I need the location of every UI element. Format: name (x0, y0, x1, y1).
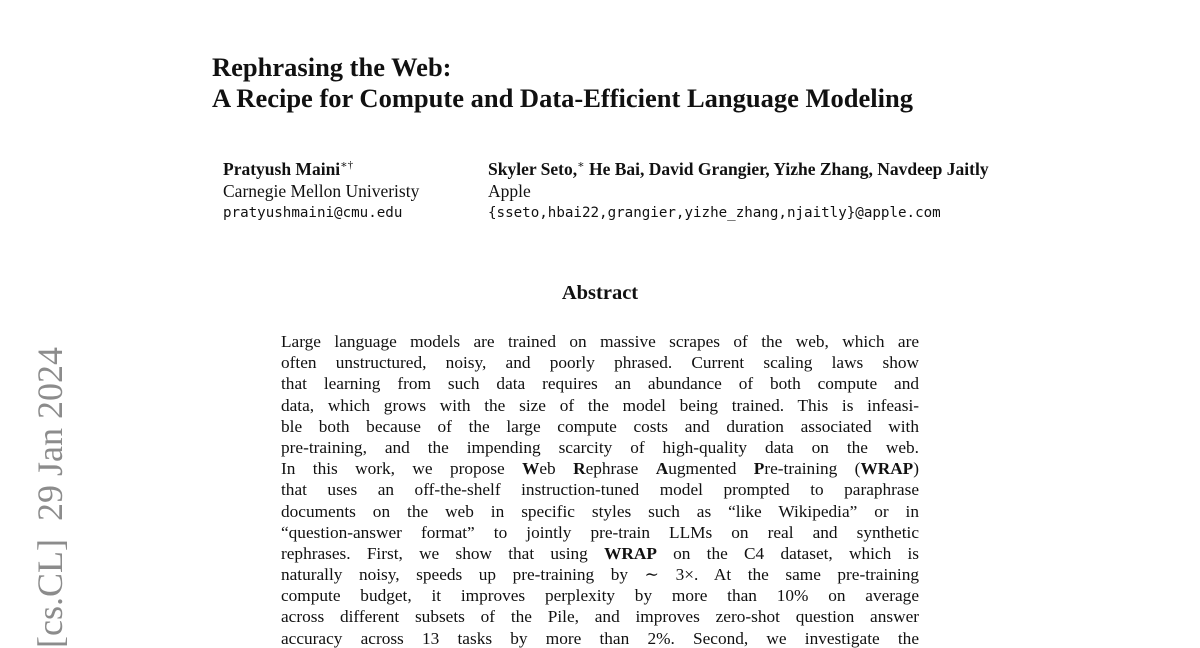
paper-title-line-1: Rephrasing the Web: (212, 52, 452, 82)
author-affiliation: Apple (488, 181, 531, 201)
abstract-line: data, which grows with the size of the model being trained. This is infeasi- (281, 395, 919, 415)
paper-title-line-2: A Recipe for Compute and Data-Efficient Language Modeling (212, 83, 913, 113)
abstract-line: Large language models are trained on massive scrapes of the web, which are (281, 332, 919, 351)
abstract-line: across different subsets of the Pile, and improves zero-shot question answer (281, 607, 919, 627)
abstract-line: “question-answer format” to jointly pre-train LLMs on real and synthetic (281, 522, 919, 542)
abstract-line: accuracy across 13 tasks by more than 2%. Second, we investigate the (281, 628, 919, 648)
author-name: Pratyush Maini∗† (223, 159, 354, 179)
abstract-body (281, 331, 919, 648)
paper-title (212, 52, 913, 114)
author-footnote-marks: ∗† (340, 159, 354, 171)
abstract-line: In this work, we propose Web Rephrase Augmented Pre-training (WRAP) (281, 459, 920, 479)
author-block-apple (488, 158, 989, 224)
abstract-line: documents on the web in specific styles such as “like Wikipedia” or in (281, 501, 919, 521)
author-affiliation: Carnegie Mellon Univeristy (223, 181, 420, 201)
wrap-term: WRAP (604, 543, 657, 563)
abstract-line: naturally noisy, speeds up pre-training by ∼ 3×. At the same pre-training (281, 565, 919, 585)
author-emails: {sseto,hbai22,grangier,yizhe_zhang,njaitly}@apple.com (488, 205, 941, 221)
author-names: Skyler Seto,∗ He Bai, David Grangier, Yizhe Zhang, Navdeep Jaitly (488, 159, 989, 179)
author-footnote-marks: ∗ (577, 159, 585, 171)
abstract-line: rephrases. First, we show that using WRAP on the C4 dataset, which is (281, 543, 919, 563)
abstract-line: compute budget, it improves perplexity by more than 10% on average (281, 586, 919, 606)
author-email: pratyushmaini@cmu.edu (223, 205, 403, 221)
abstract-line: ble both because of the large compute costs and duration associated with (281, 416, 919, 436)
author-block-cmu (223, 158, 419, 224)
abstract-line: that learning from such data requires an abundance of both compute and (281, 374, 919, 394)
abstract-line: often unstructured, noisy, and poorly phrased. Current scaling laws show (281, 353, 919, 373)
arxiv-side-stamp: [cs.CL] 29 Jan 2024 (30, 347, 70, 648)
abstract-heading: Abstract (561, 282, 639, 304)
abstract-line: that uses an off-the-shelf instruction-tuned model prompted to paraphrase (281, 480, 919, 500)
wrap-term: WRAP (860, 459, 914, 479)
abstract-line: pre-training, and the impending scarcity of high-quality data on the web. (281, 437, 919, 457)
